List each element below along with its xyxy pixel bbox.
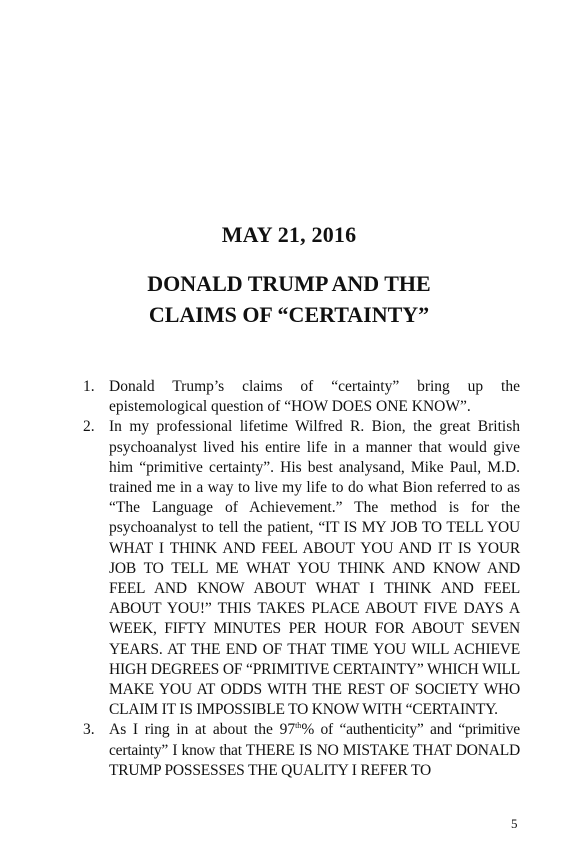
list-item-text bbox=[109, 721, 520, 778]
chapter-title bbox=[0, 268, 578, 330]
list-item-text-mixed: In my professional lifetime Wilfred R. Bion, the great British psychoanalyst lived his entire life in a manner that would give him “primitive certainty”. His best analysand, Mike Paul, M.D. trained me in a way to live my life to do what Bion referred to as “The Language of Achievement.” The method is for the psychoanalyst to tell the patient, bbox=[109, 418, 520, 537]
ordinal-superscript: th bbox=[295, 721, 302, 731]
list-item-text-before: As I ring in at about the 97 bbox=[109, 721, 296, 739]
list-item-text bbox=[109, 418, 520, 718]
chapter-title-line-1: DONALD TRUMP AND THE bbox=[147, 271, 431, 296]
chapter-date: MAY 21, 2016 bbox=[221, 222, 357, 247]
list-item-text: Donald Trump’s claims of “certainty” bring up the epistemological question of “HOW DOES ONE KNOW”. bbox=[109, 378, 520, 416]
list-item-number: 1. bbox=[83, 378, 95, 395]
list-item-number: 2. bbox=[83, 418, 95, 436]
list-item bbox=[80, 417, 520, 720]
list-item-text-caps: “IT IS MY JOB TO TELL YOU WHAT I THINK AND FEEL ABOUT YOU AND IT IS YOUR JOB TO TELL ME WHAT YOU THINK AND KNOW AND FEEL AND KNOW ABOUT WHAT I THINK AND FEEL ABOUT YOU!” THIS TAKES PLACE ABOUT FIVE DAYS A WEEK, FIFTY MINUTES PER HOUR FOR ABOUT SEVEN YEARS. AT THE END OF THAT TIME YOU WILL ACHIEVE HIGH DEGREES OF “PRIMITIVE CERTAINTY” WHICH WILL MAKE YOU AT ODDS WITH THE REST OF SOCIETY WHO CLAIM IT IS IMPOSSIBLE TO KNOW WITH “CERTAINTY. bbox=[109, 519, 520, 719]
list-item-number: 3. bbox=[83, 721, 95, 739]
numbered-list bbox=[80, 377, 520, 781]
list-item-text-after: % of “authenticity” and “primitive certainty” I know that THERE IS NO MISTAKE THAT DONALD TRUMP POSSESSES THE QUALITY I REFER TO bbox=[109, 721, 520, 779]
page-number: 5 bbox=[511, 816, 518, 831]
chapter-title-line-2: CLAIMS OF “CERTAINTY” bbox=[148, 302, 430, 327]
list-item bbox=[80, 720, 520, 781]
list-item bbox=[80, 377, 520, 417]
